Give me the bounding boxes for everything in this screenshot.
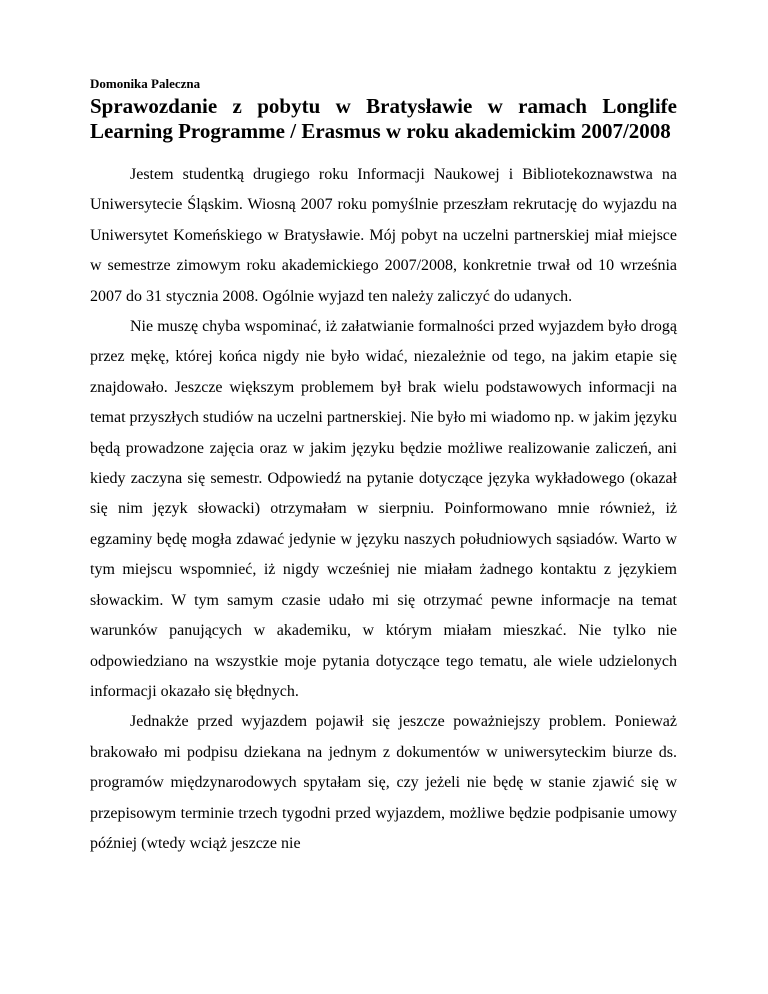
document-page [90, 76, 677, 859]
author-name: Domonika Paleczna [90, 76, 201, 91]
paragraph-1: Jestem studentką drugiego roku Informacji Naukowej i Bibliotekoznawstwa na Uniwersytecie Śląskim. Wiosną 2007 roku pomyślnie przeszłam rekrutację do wyjazdu na Uniwersytet Komeńskiego w Bratysławie. Mój pobyt na uczelni partnerskiej miał miejsce w semestrze zimowym roku akademickiego 2007/2008, konkretnie trwał od 10 września 2007 do 31 stycznia 2008. Ogólnie wyjazd ten należy zaliczyć do udanych. [90, 166, 677, 305]
paragraph-2: Nie muszę chyba wspominać, iż załatwianie formalności przed wyjazdem było drogą przez mękę, której końca nigdy nie było widać, niezależnie od tego, na jakim etapie się znajdowało. Jeszcze większym problemem był brak wielu podstawowych informacji na temat przyszłych studiów na uczelni partnerskiej. Nie było mi wiadomo np. w jakim języku będą prowadzone zajęcia oraz w jakim języku będzie możliwe realizowanie zaliczeń, ani kiedy zaczyna się semestr. Odpowiedź na pytanie dotyczące języka wykładowego (okazał się nim język słowacki) otrzymałam w sierpniu. Poinformowano mnie również, iż egzaminy będę mogła zdawać jedynie w języku naszych południowych sąsiadów. Warto w tym miejscu wspomnieć, iż nigdy wcześniej nie miałam żadnego kontaktu z językiem słowackim. W tym samym czasie udało mi się otrzymać pewne informacje na temat warunków panujących w akademiku, w którym miałam mieszkać. Nie tylko nie odpowiedziano na wszystkie moje pytania dotyczące tego tematu, ale wiele udzielonych informacji okazało się błędnych. [90, 318, 677, 700]
paragraph-3: Jednakże przed wyjazdem pojawił się jeszcze poważniejszy problem. Ponieważ brakowało mi podpisu dziekana na jednym z dokumentów w uniwersyteckim biurze ds. programów międzynarodowych spytałam się, czy jeżeli nie będę w stanie zjawić się w przepisowym terminie trzech tygodni przed wyjazdem, możliwe będzie podpisanie umowy później (wtedy wciąż jeszcze nie [90, 713, 677, 852]
document-title: Sprawozdanie z pobytu w Bratysławie w ramach Longlife Learning Programme / Erasmus w roku akademickim 2007/2008 [90, 94, 677, 143]
document-body [90, 160, 677, 859]
